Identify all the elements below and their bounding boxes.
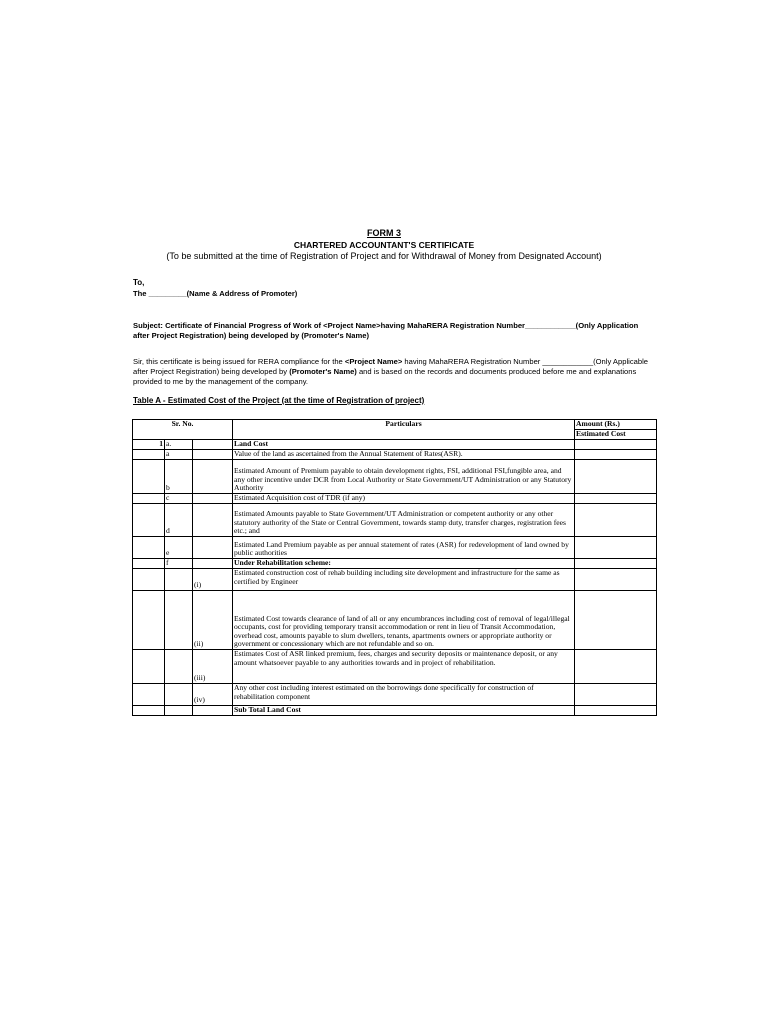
table-title: Table A - Estimated Cost of the Project (at the time of Registration of project) [133,396,425,405]
header-estimated-cost: Estimated Cost [575,430,657,440]
table-row [133,650,657,684]
row-sub [193,450,233,460]
row-letter: a [165,450,193,460]
row-letter: d [165,504,193,537]
row-letter [165,591,193,650]
estimated-cost-table [132,419,657,716]
row-amount [575,591,657,650]
row-amount [575,569,657,591]
header-particulars: Particulars [233,420,575,440]
row-amount [575,537,657,559]
paragraph-text-1: Sir, this certificate is being issued for RERA compliance for the [133,357,345,366]
row-number [133,494,165,504]
row-sub [193,706,233,716]
address-to: To, [133,278,145,287]
row-sub: (ii) [193,591,233,650]
row-number [133,504,165,537]
row-amount [575,450,657,460]
row-particulars: Estimated Acquisition cost of TDR (if any) [233,494,575,504]
table-row [133,537,657,559]
row-particulars: Estimates Cost of ASR linked premium, fees, charges and security deposits or maintenance deposit, or any amount whatsoever payable to any authorities towards and in project of rehabilitation. [233,650,575,684]
row-amount [575,650,657,684]
certificate-title: CHARTERED ACCOUNTANT'S CERTIFICATE [293,240,475,250]
row-letter [165,684,193,706]
table-row [133,591,657,650]
form-title: FORM 3 [366,228,401,238]
row-number [133,537,165,559]
row-number [133,650,165,684]
table-row [133,559,657,569]
row-particulars: Estimated Amounts payable to State Government/UT Administration or competent authority or any other statutory authority of the State or Central Government, towards stamp duty, transfer charges, registration fees etc.; and [233,504,575,537]
project-name: <Project Name> [344,357,403,366]
row-particulars: Estimated construction cost of rehab building including site development and infrastructure for the same as certified by Engineer [233,569,575,591]
table-row [133,684,657,706]
row-number [133,460,165,494]
row-letter [165,569,193,591]
row-number [133,559,165,569]
table-row [133,450,657,460]
row-letter: b [165,460,193,494]
row-particulars: Under Rehabilitation scheme: [233,559,575,569]
row-number [133,591,165,650]
table-header-row [133,420,657,430]
paragraph-text-2: having MahaRERA Registration Number ____________(Only Applicable after Project Registration) being developed by [133,357,648,376]
row-number [133,706,165,716]
row-particulars: Land Cost [233,440,575,450]
row-letter: c [165,494,193,504]
row-amount [575,559,657,569]
row-number [133,569,165,591]
table-row [133,440,657,450]
row-sub [193,440,233,450]
certificate-paragraph [133,357,653,387]
paragraph-text-3: and is based on the records and documents produced before me and explanations provided to me by the management of the company. [133,367,637,386]
row-sub [193,559,233,569]
row-particulars: Sub Total Land Cost [233,706,575,716]
row-number [133,450,165,460]
row-sub: (iv) [193,684,233,706]
row-amount [575,706,657,716]
row-particulars: Any other cost including interest estimated on the borrowings done specifically for construction of rehabilitation component [233,684,575,706]
header-sr-no: Sr. No. [133,420,233,440]
promoter-name: (Promoter's Name) [289,367,357,376]
table-row [133,460,657,494]
header-amount: Amount (Rs.) [575,420,657,430]
table-row [133,706,657,716]
table-row [133,569,657,591]
row-particulars: Estimated Amount of Premium payable to obtain development rights, FSI, additional FSI,fungible area, and any other incentive under DCR from Local Authority or State Government/UT Administration or any Statutory Authority [233,460,575,494]
row-amount [575,684,657,706]
row-amount [575,460,657,494]
row-amount [575,440,657,450]
row-sub: (iii) [193,650,233,684]
row-sub [193,494,233,504]
row-letter [165,706,193,716]
table-row [133,494,657,504]
row-letter [165,650,193,684]
table-row [133,504,657,537]
row-letter: a. [165,440,193,450]
row-sub [193,460,233,494]
row-particulars: Estimated Cost towards clearance of land of all or any encumbrances including cost of removal of legal/illegal occupants, cost for providing temporary transit accommodation or rent in lieu of Transit Accommodation, overhead cost, amounts payable to slum dwellers, tenants, apartments owners or appropriate authority or government or concessionary which are not refundable and so on. [233,591,575,650]
row-particulars: Value of the land as ascertained from the Annual Statement of Rates(ASR). [233,450,575,460]
row-number [133,684,165,706]
subject-line: Subject: Certificate of Financial Progress of Work of <Project Name>having MahaRERA Registration Number____________(Only Application after Project Registration) being developed by (Promoter's Name) [133,321,639,340]
row-particulars: Estimated Land Premium payable as per annual statement of rates (ASR) for redevelopment of land owned by public authorities [233,537,575,559]
row-sub [193,504,233,537]
certificate-note: (To be submitted at the time of Registration of Project and for Withdrawal of Money from Designated Account) [166,251,602,261]
row-amount [575,494,657,504]
row-number: 1 [133,440,165,450]
row-sub: (i) [193,569,233,591]
row-letter: f [165,559,193,569]
address-promoter: The _________(Name & Address of Promoter) [133,289,298,298]
row-letter: e [165,537,193,559]
row-sub [193,537,233,559]
row-amount [575,504,657,537]
